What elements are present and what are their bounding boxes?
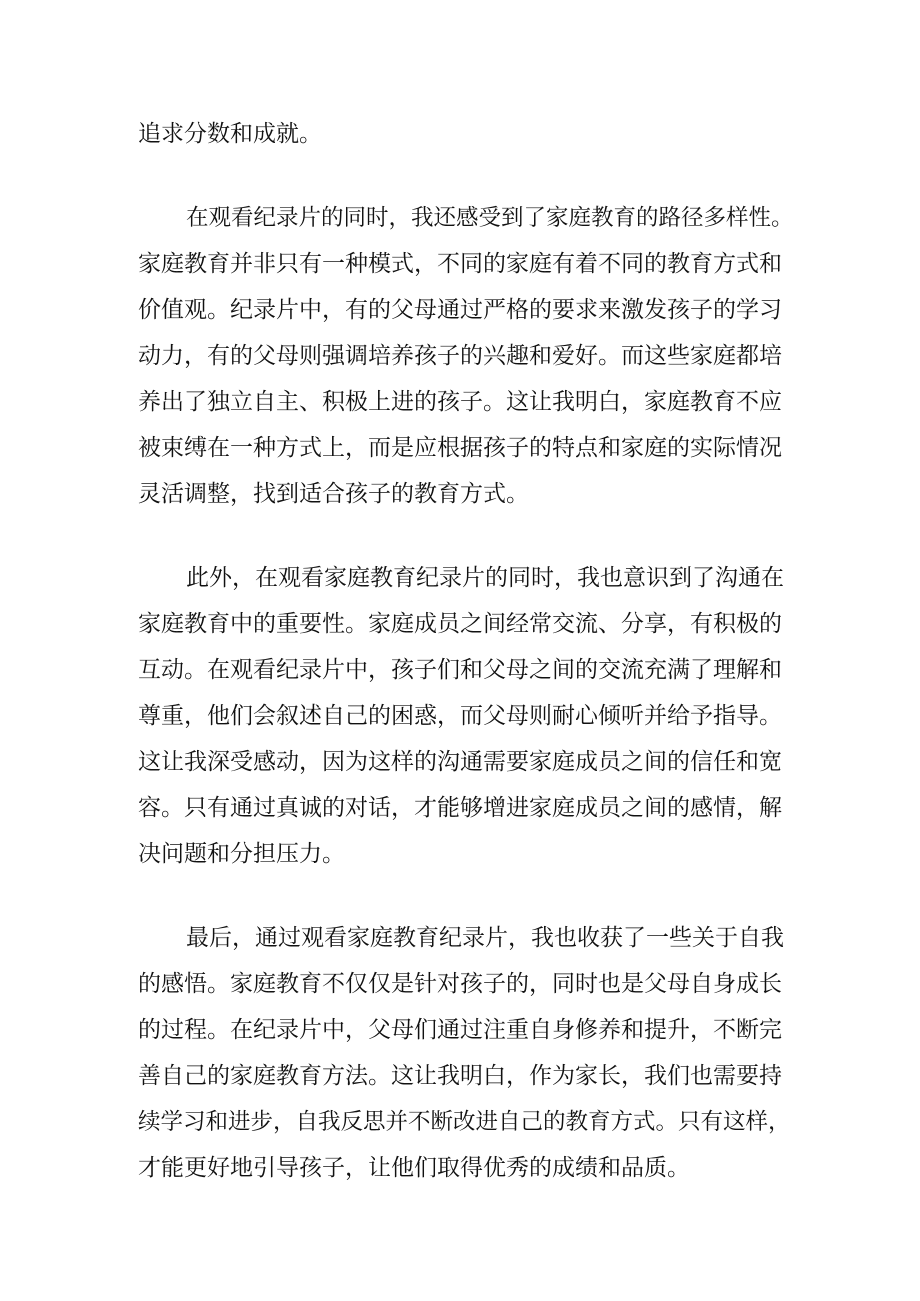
paragraph-2-line-6: 容。只有通过真诚的对话，才能够增进家庭成员之间的感情，解 bbox=[138, 795, 782, 821]
paragraph-3-line-3: 的过程。在纪录片中，父母们通过注重自身修养和提升，不断完 bbox=[138, 1017, 782, 1043]
paragraph-2-line-5: 这让我深受感动，因为这样的沟通需要家庭成员之间的信任和宽 bbox=[138, 749, 782, 775]
paragraph-2-line-3: 互动。在观看纪录片中，孩子们和父母之间的交流充满了理解和 bbox=[138, 657, 782, 683]
paragraph-1-line-2: 家庭教育并非只有一种模式，不同的家庭有着不同的教育方式和 bbox=[138, 251, 782, 277]
paragraph-3-line-1: 最后，通过观看家庭教育纪录片，我也收获了一些关于自我 bbox=[186, 925, 784, 951]
paragraph-3-line-2: 的感悟。家庭教育不仅仅是针对孩子的，同时也是父母自身成长 bbox=[138, 971, 782, 997]
paragraph-1-line-5: 养出了独立自主、积极上进的孩子。这让我明白，家庭教育不应 bbox=[138, 389, 782, 415]
paragraph-3-line-4: 善自己的家庭教育方法。这让我明白，作为家长，我们也需要持 bbox=[138, 1063, 782, 1089]
paragraph-1-line-6: 被束缚在一种方式上，而是应根据孩子的特点和家庭的实际情况 bbox=[138, 435, 782, 461]
paragraph-2-line-4: 尊重，他们会叙述自己的困惑，而父母则耐心倾听并给予指导。 bbox=[138, 703, 782, 729]
paragraph-1-line-1: 在观看纪录片的同时，我还感受到了家庭教育的路径多样性。 bbox=[186, 205, 794, 231]
paragraph-1-line-4: 动力，有的父母则强调培养孩子的兴趣和爱好。而这些家庭都培 bbox=[138, 343, 782, 369]
paragraph-2-line-2: 家庭教育中的重要性。家庭成员之间经常交流、分享，有积极的 bbox=[138, 611, 782, 637]
continuation-line: 追求分数和成就。 bbox=[138, 121, 322, 147]
paragraph-1-line-3: 价值观。纪录片中，有的父母通过严格的要求来激发孩子的学习 bbox=[138, 297, 782, 323]
paragraph-3-line-5: 续学习和进步，自我反思并不断改进自己的教育方式。只有这样， bbox=[138, 1109, 791, 1135]
paragraph-2-line-1: 此外，在观看家庭教育纪录片的同时，我也意识到了沟通在 bbox=[186, 565, 784, 591]
paragraph-1-line-7: 灵活调整，找到适合孩子的教育方式。 bbox=[138, 481, 529, 507]
paragraph-2-line-7: 决问题和分担压力。 bbox=[138, 841, 345, 867]
paragraph-3-line-6: 才能更好地引导孩子，让他们取得优秀的成绩和品质。 bbox=[138, 1155, 690, 1181]
